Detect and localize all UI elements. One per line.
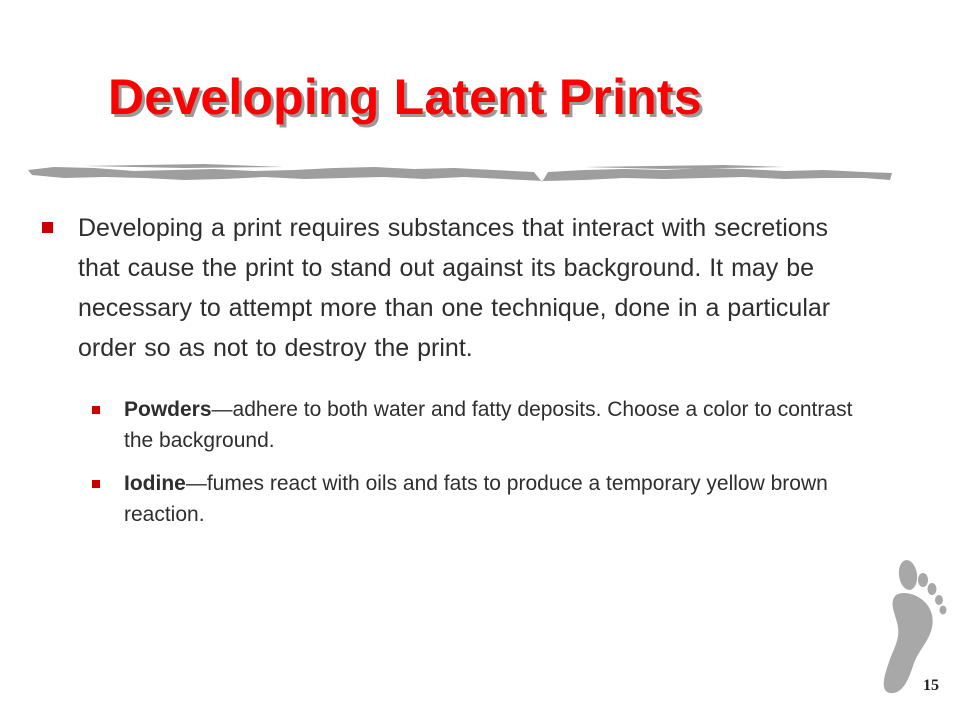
square-bullet-icon [92, 406, 100, 414]
sub-bullet-term: Powders [124, 398, 212, 421]
sub-bullet-term: Iodine [124, 472, 186, 495]
sub-bullet-description: —adhere to both water and fatty deposits. Choose a color to contrast the background. [124, 398, 853, 452]
square-bullet-icon [92, 480, 100, 488]
main-bullet-text: Developing a print requires substances that interact with secretions that cause the print to stand out against its background. It may be necessary to attempt more than one technique, done in a particular order so as not to destroy the print. [78, 214, 831, 362]
sub-bullet-text [124, 468, 868, 530]
sub-bullet-list [78, 394, 868, 530]
slide-title: Developing Latent Prints [108, 69, 702, 125]
sub-bullet-item-iodine [78, 468, 868, 530]
bullet-list [38, 208, 868, 542]
square-bullet-icon [42, 222, 53, 233]
slide-number: 15 [923, 677, 939, 694]
sub-bullet-item-powders [78, 394, 868, 456]
sub-bullet-description: —fumes react with oils and fats to produce a temporary yellow brown reaction. [124, 472, 828, 526]
main-bullet-item [38, 208, 868, 530]
brush-stroke-divider [24, 158, 896, 198]
sub-bullet-text [124, 394, 868, 456]
